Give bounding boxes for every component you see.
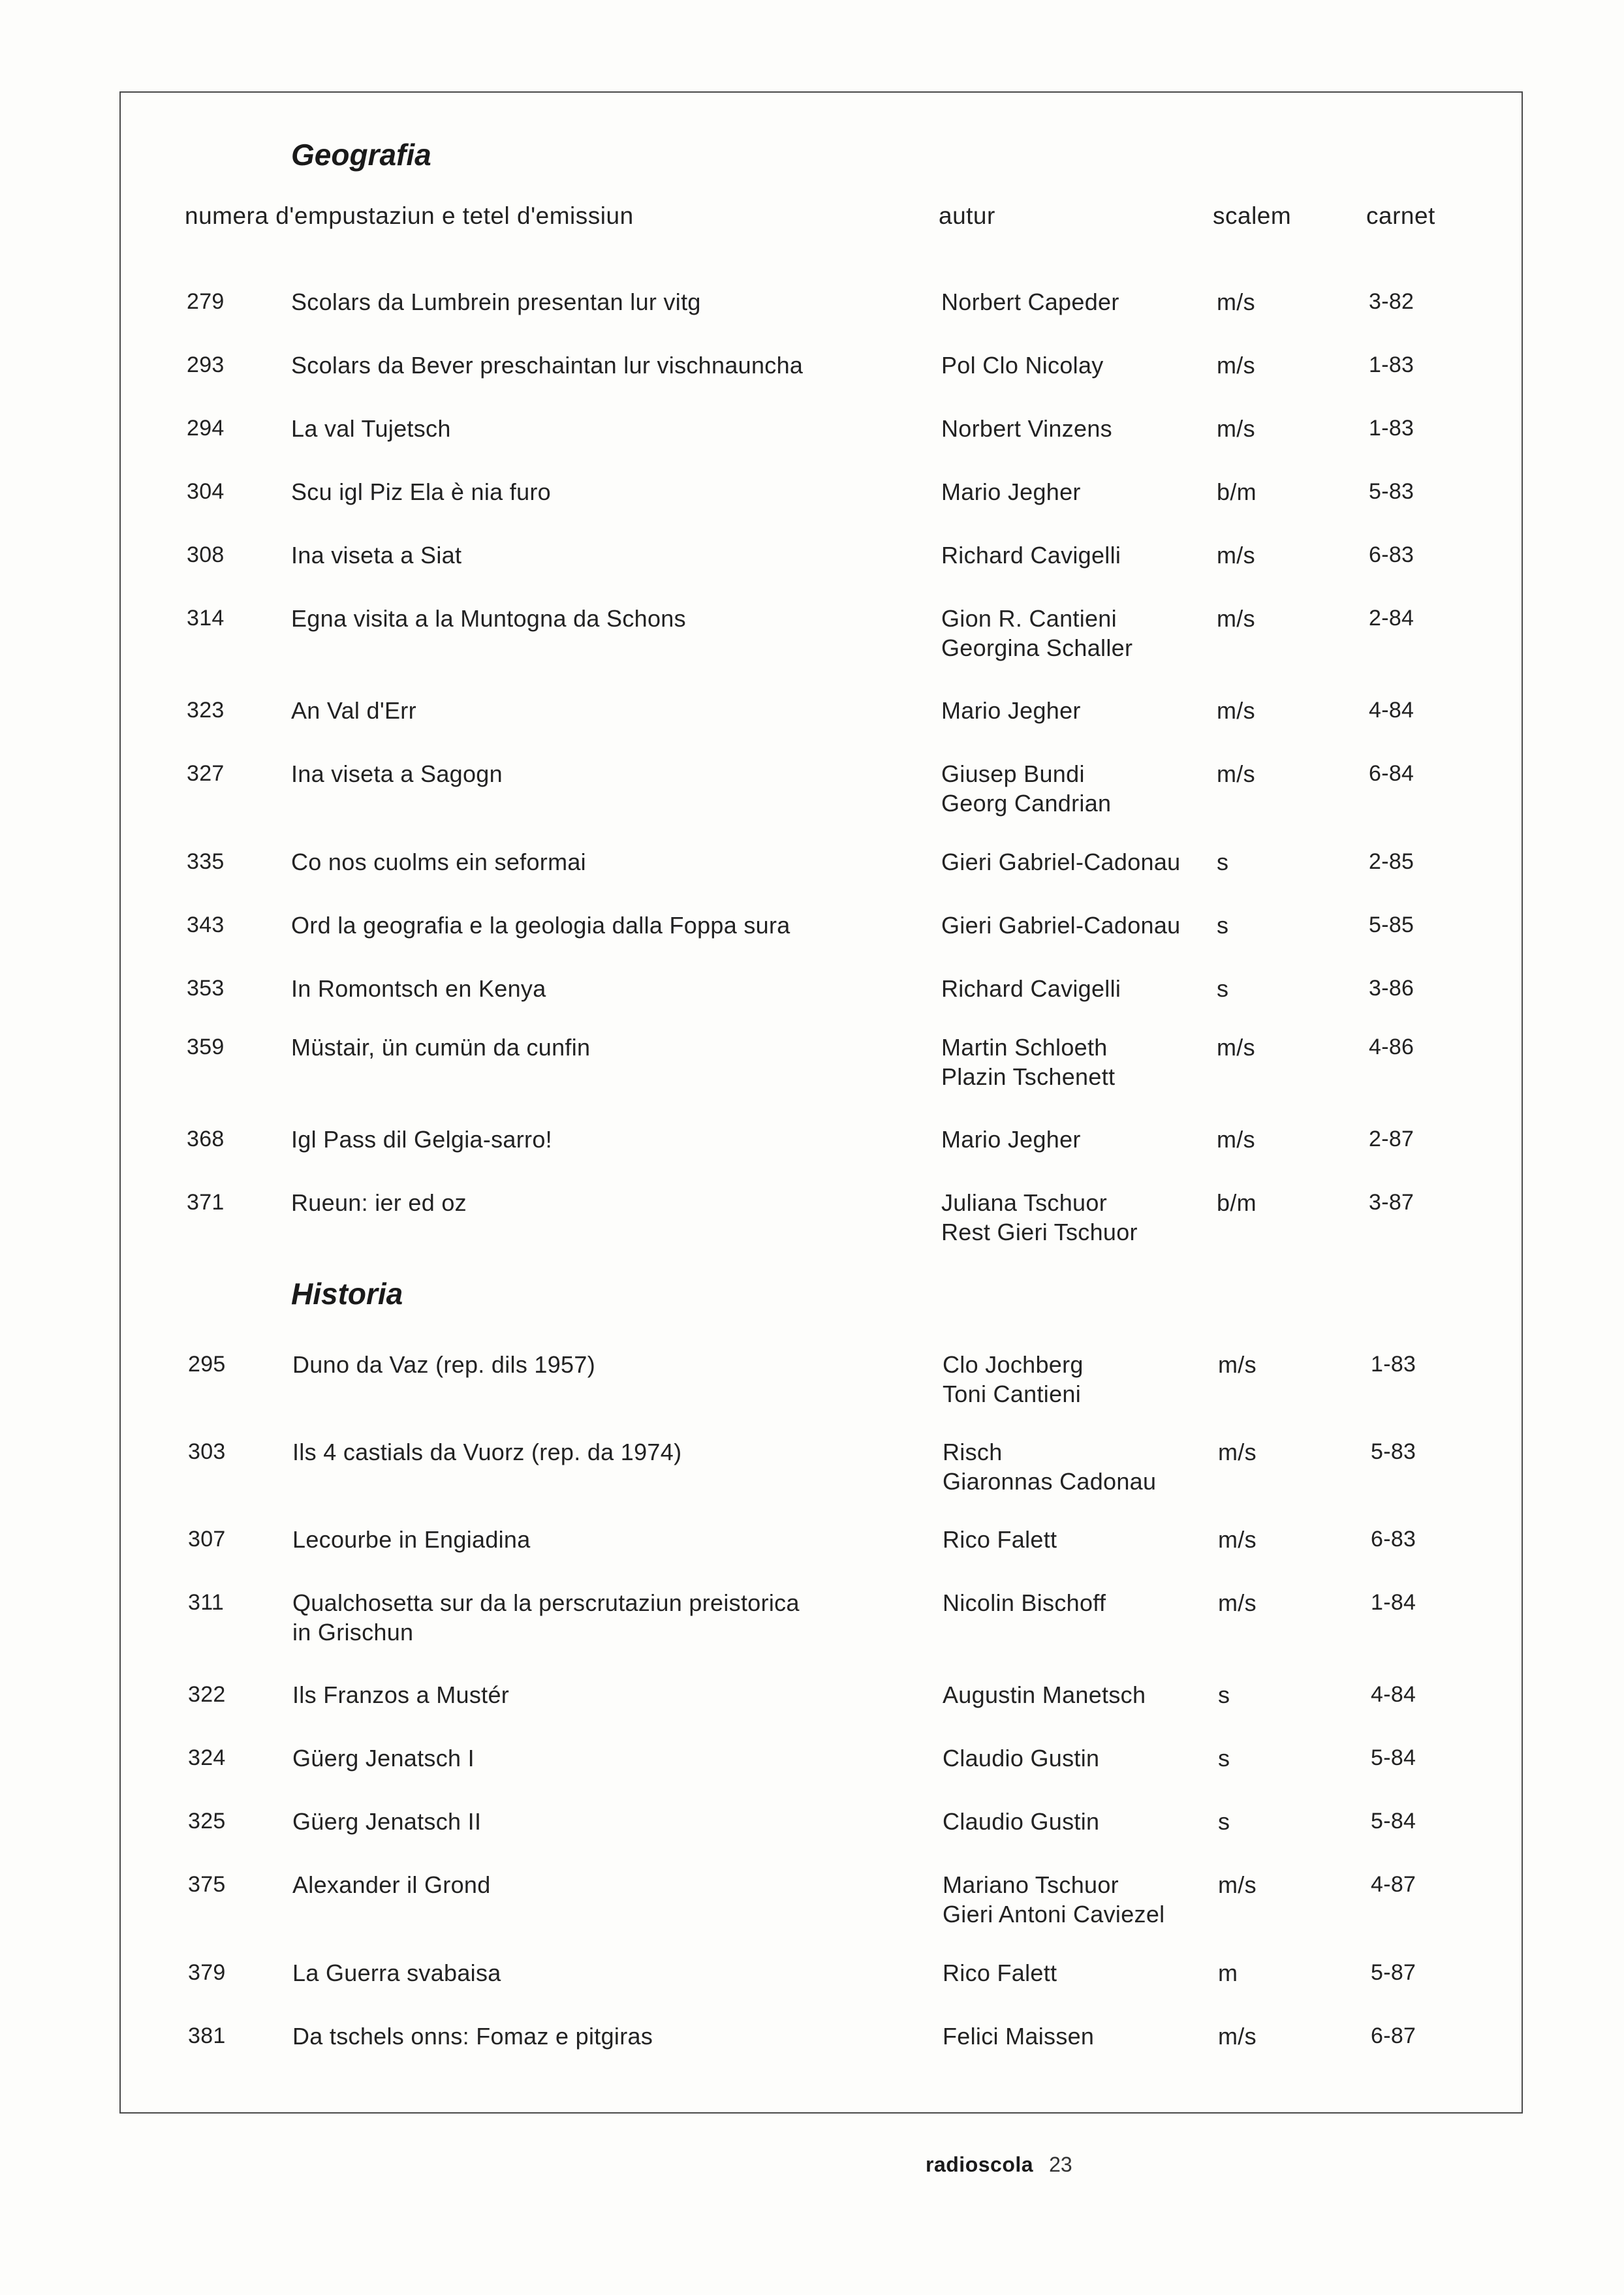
entry-number: 314 <box>187 606 225 631</box>
scale-level: m <box>1218 1959 1238 1986</box>
broadcast-title: Scu igl Piz Ela è nia furo <box>291 478 551 505</box>
author-name: Gieri Gabriel-Cadonau <box>941 849 1181 875</box>
carnet-issue: 2-87 <box>1369 1127 1414 1151</box>
author-name: Giusep Bundi <box>941 760 1085 787</box>
author-name: Plazin Tschenett <box>941 1063 1116 1090</box>
entry-number: 308 <box>187 542 225 567</box>
author-name: Nicolin Bischoff <box>943 1589 1106 1616</box>
table-row <box>0 1350 1624 1415</box>
table-row <box>0 1588 1624 1653</box>
table-row <box>0 1743 1624 1809</box>
scale-level: m/s <box>1217 1034 1255 1061</box>
carnet-issue: 1-83 <box>1371 1352 1416 1377</box>
table-row <box>0 1807 1624 1872</box>
scale-level: m/s <box>1217 415 1255 442</box>
broadcast-title: An Val d'Err <box>291 697 416 724</box>
broadcast-title-line2: in Grischun <box>292 1619 414 1646</box>
table-row <box>0 1958 1624 2023</box>
page-footer <box>926 2153 1072 2177</box>
page-number: 23 <box>1049 2153 1072 2176</box>
table-row <box>0 1125 1624 1190</box>
broadcast-title: Ord la geografia e la geologia dalla Foppa sura <box>291 912 790 939</box>
table-row <box>0 414 1624 479</box>
scale-level: b/m <box>1217 1189 1257 1216</box>
table-row <box>0 1033 1624 1098</box>
author-name: Risch <box>943 1439 1003 1465</box>
scale-level: m/s <box>1218 1589 1257 1616</box>
table-row <box>0 477 1624 542</box>
carnet-issue: 4-86 <box>1369 1035 1414 1059</box>
author-name: Norbert Capeder <box>941 289 1119 315</box>
entry-number: 359 <box>187 1035 225 1059</box>
scale-level: m/s <box>1218 1439 1257 1465</box>
scale-level: s <box>1218 1681 1230 1708</box>
entry-number: 311 <box>188 1590 225 1615</box>
broadcast-title: Ils Franzos a Mustér <box>292 1681 510 1708</box>
scale-level: m/s <box>1217 542 1255 569</box>
author-name: Georg Candrian <box>941 790 1112 817</box>
author-name: Norbert Vinzens <box>941 415 1112 442</box>
scale-level: s <box>1218 1808 1230 1835</box>
scale-level: m/s <box>1217 289 1255 315</box>
carnet-issue: 2-85 <box>1369 849 1414 874</box>
table-row <box>0 287 1624 352</box>
author-name: Richard Cavigelli <box>941 542 1121 569</box>
author-name: Gieri Antoni Caviezel <box>943 1901 1165 1928</box>
author-name: Rest Gieri Tschuor <box>941 1219 1138 1245</box>
broadcast-title: Qualchosetta sur da la perscrutaziun preistorica <box>292 1589 800 1616</box>
scale-level: m/s <box>1217 605 1255 632</box>
author-name: Rico Falett <box>943 1959 1057 1986</box>
scale-level: s <box>1218 1745 1230 1772</box>
scale-level: m/s <box>1217 697 1255 724</box>
broadcast-title: Scolars da Bever preschaintan lur vischnauncha <box>291 352 804 379</box>
author-name: Toni Cantieni <box>943 1381 1082 1407</box>
column-header-number-title: numera d'empustaziun e tetel d'emissiun <box>185 202 634 229</box>
author-name: Martin Schloeth <box>941 1034 1108 1061</box>
scale-level: m/s <box>1218 1871 1257 1898</box>
author-name: Mario Jegher <box>941 1126 1081 1153</box>
footer-brand: radioscola <box>926 2153 1034 2176</box>
author-name: Augustin Manetsch <box>943 1681 1146 1708</box>
author-name: Pol Clo Nicolay <box>941 352 1104 379</box>
carnet-issue: 2-84 <box>1369 606 1414 631</box>
carnet-issue: 5-83 <box>1369 479 1414 504</box>
author-name: Clo Jochberg <box>943 1351 1084 1378</box>
table-row <box>0 1680 1624 1745</box>
scale-level: b/m <box>1217 478 1257 505</box>
table-row <box>0 2022 1624 2087</box>
table-row <box>0 1188 1624 1253</box>
carnet-issue: 5-87 <box>1371 1960 1416 1985</box>
broadcast-title: La Guerra svabaisa <box>292 1959 501 1986</box>
broadcast-title: Scolars da Lumbrein presentan lur vitg <box>291 289 701 315</box>
carnet-issue: 1-83 <box>1369 352 1414 377</box>
entry-number: 327 <box>187 761 225 786</box>
entry-number: 325 <box>188 1809 226 1834</box>
broadcast-title: Co nos cuolms ein seformai <box>291 849 586 875</box>
scale-level: m/s <box>1218 1526 1257 1553</box>
scale-level: m/s <box>1217 1126 1255 1153</box>
table-row <box>0 540 1624 606</box>
author-name: Rico Falett <box>943 1526 1057 1553</box>
entry-number: 343 <box>187 913 225 937</box>
carnet-issue: 6-83 <box>1369 542 1414 567</box>
table-row <box>0 974 1624 1039</box>
scale-level: s <box>1217 975 1229 1002</box>
author-name: Juliana Tschuor <box>941 1189 1107 1216</box>
table-row <box>0 351 1624 416</box>
carnet-issue: 3-86 <box>1369 976 1414 1001</box>
author-name: Felici Maissen <box>943 2023 1095 2050</box>
column-header-author: autur <box>939 202 995 229</box>
author-name: Richard Cavigelli <box>941 975 1121 1002</box>
entry-number: 304 <box>187 479 225 504</box>
carnet-issue: 1-83 <box>1369 416 1414 441</box>
entry-number: 335 <box>187 849 225 874</box>
table-row <box>0 604 1624 669</box>
table-row <box>0 911 1624 976</box>
author-name: Gieri Gabriel-Cadonau <box>941 912 1181 939</box>
section-title-historia: Historia <box>291 1277 403 1311</box>
carnet-issue: 4-87 <box>1371 1872 1416 1897</box>
carnet-issue: 5-85 <box>1369 913 1414 937</box>
scale-level: m/s <box>1218 1351 1257 1378</box>
author-name: Claudio Gustin <box>943 1745 1100 1772</box>
scale-level: s <box>1217 849 1229 875</box>
scale-level: m/s <box>1217 352 1255 379</box>
table-row <box>0 1437 1624 1503</box>
broadcast-title: La val Tujetsch <box>291 415 451 442</box>
scale-level: m/s <box>1217 760 1255 787</box>
broadcast-title: Müstair, ün cumün da cunfin <box>291 1034 591 1061</box>
table-row <box>0 1525 1624 1590</box>
broadcast-title: Ina viseta a Siat <box>291 542 462 569</box>
carnet-issue: 4-84 <box>1369 698 1414 723</box>
broadcast-title: Alexander il Grond <box>292 1871 491 1898</box>
carnet-issue: 6-87 <box>1371 2023 1416 2048</box>
broadcast-title: Rueun: ier ed oz <box>291 1189 467 1216</box>
broadcast-title: Egna visita a la Muntogna da Schons <box>291 605 686 632</box>
author-name: Georgina Schaller <box>941 634 1133 661</box>
section-title-geografia: Geografia <box>291 138 431 172</box>
entry-number: 371 <box>187 1190 225 1215</box>
carnet-issue: 1-84 <box>1371 1590 1416 1615</box>
broadcast-title: Ina viseta a Sagogn <box>291 760 503 787</box>
carnet-issue: 6-83 <box>1371 1527 1416 1552</box>
scale-level: m/s <box>1218 2023 1257 2050</box>
broadcast-title: Da tschels onns: Fomaz e pitgiras <box>292 2023 653 2050</box>
entry-number: 323 <box>187 698 225 723</box>
carnet-issue: 4-84 <box>1371 1682 1416 1707</box>
broadcast-title: Lecourbe in Engiadina <box>292 1526 531 1553</box>
entry-number: 379 <box>188 1960 226 1985</box>
author-name: Mario Jegher <box>941 478 1081 505</box>
scale-level: s <box>1217 912 1229 939</box>
author-name: Giaronnas Cadonau <box>943 1468 1157 1495</box>
author-name: Mariano Tschuor <box>943 1871 1119 1898</box>
broadcast-title: Güerg Jenatsch II <box>292 1808 482 1835</box>
carnet-issue: 3-87 <box>1369 1190 1414 1215</box>
entry-number: 322 <box>188 1682 226 1707</box>
table-row <box>0 1870 1624 1935</box>
author-name: Claudio Gustin <box>943 1808 1100 1835</box>
entry-number: 295 <box>188 1352 226 1377</box>
broadcast-title: Igl Pass dil Gelgia-sarro! <box>291 1126 552 1153</box>
entry-number: 353 <box>187 976 225 1001</box>
column-header-carnet: carnet <box>1366 202 1435 229</box>
carnet-issue: 5-84 <box>1371 1809 1416 1834</box>
table-row <box>0 759 1624 824</box>
entry-number: 303 <box>188 1439 226 1464</box>
entry-number: 375 <box>188 1872 226 1897</box>
entry-number: 368 <box>187 1127 225 1151</box>
entry-number: 324 <box>188 1745 226 1770</box>
table-row <box>0 847 1624 913</box>
entry-number: 307 <box>188 1527 226 1552</box>
entry-number: 294 <box>187 416 225 441</box>
column-header-scale: scalem <box>1213 202 1292 229</box>
entry-number: 381 <box>188 2023 226 2048</box>
author-name: Gion R. Cantieni <box>941 605 1117 632</box>
broadcast-title: Duno da Vaz (rep. dils 1957) <box>292 1351 595 1378</box>
broadcast-title: Ils 4 castials da Vuorz (rep. da 1974) <box>292 1439 682 1465</box>
broadcast-title: Güerg Jenatsch I <box>292 1745 475 1772</box>
carnet-issue: 6-84 <box>1369 761 1414 786</box>
carnet-issue: 5-84 <box>1371 1745 1416 1770</box>
entry-number: 293 <box>187 352 225 377</box>
entry-number: 279 <box>187 289 225 314</box>
carnet-issue: 3-82 <box>1369 289 1414 314</box>
broadcast-title: In Romontsch en Kenya <box>291 975 546 1002</box>
carnet-issue: 5-83 <box>1371 1439 1416 1464</box>
table-row <box>0 696 1624 761</box>
author-name: Mario Jegher <box>941 697 1081 724</box>
